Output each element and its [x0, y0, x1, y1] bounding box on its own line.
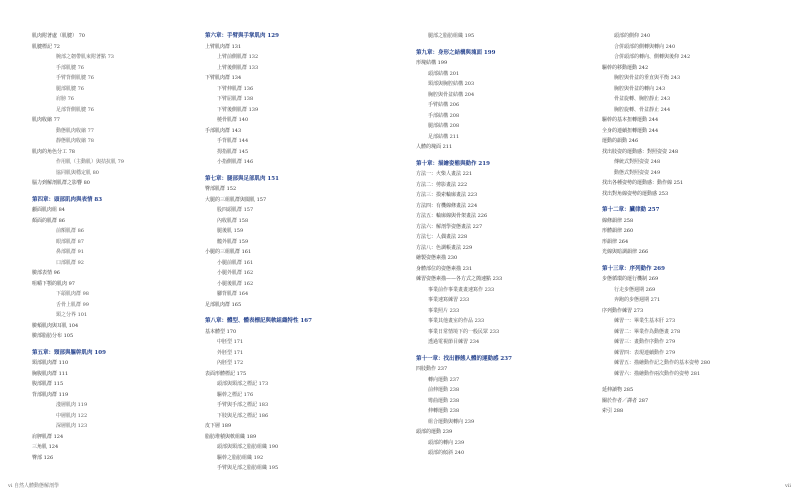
toc-entry: 手臂與手部之標記 183	[217, 402, 269, 408]
toc-entry: 大腿的三組肌群與闊肌 157	[205, 196, 267, 203]
toc-entry: 奔跑的步態週期 271	[614, 297, 661, 303]
toc-entry: 作用肌（主動肌）與拮抗肌 79	[56, 159, 124, 165]
toc-entry: 手臂與足部之脂肪組織 195	[217, 465, 279, 471]
toc-entry: 透過電視節目練習 234	[428, 339, 480, 345]
toc-entry: 腿後肌 159	[217, 228, 244, 234]
toc-entry: 腦力到解剖肌群之影響 80	[32, 180, 90, 186]
page-footer-left: vi 自然人體動態解剖學	[8, 483, 60, 489]
toc-entry: 頸部肌肉群 110	[32, 360, 69, 366]
toc-entry: 骨盆旋轉、胸腔靜止 243	[614, 96, 671, 102]
toc-entry: 頸之分界 101	[56, 312, 88, 318]
toc-entry: 全身的連續扭轉運動 244	[602, 127, 659, 134]
toc-entry: 練習六：描繪動作兩次動作的姿勢 281	[614, 370, 701, 377]
toc-entry: 小腿後肌群 162	[217, 280, 254, 287]
toc-entry: 小腿外肌群 162	[217, 270, 254, 276]
toc-entry: 顱面肌肉組 84	[32, 207, 65, 213]
toc-entry: 組合運動與轉向 239	[428, 418, 475, 425]
toc-entry: 腿部結構 208	[428, 123, 460, 129]
toc-entry: 手部結構 208	[428, 112, 460, 119]
toc-entry: 小腿的三組肌群 161	[205, 249, 252, 255]
toc-entry: 髖外肌群 159	[217, 238, 249, 245]
toc-entry: 內收肌群 158	[217, 217, 249, 224]
toc-entry: 胸腔與骨盆的轉向 243	[614, 85, 666, 92]
toc-entry: 索引 288	[602, 408, 624, 414]
page-footer-right: vii	[784, 483, 791, 489]
toc-entry: 手背肌群 144	[217, 138, 249, 144]
toc-entry: 步態循環的運行機制 269	[602, 276, 659, 282]
toc-entry: 事業前作事業畫畫速寫作 233	[428, 286, 495, 293]
toc-entry: 肌肉的角色分工 78	[32, 148, 75, 155]
toc-entry: 足部肌肉群 165	[205, 301, 242, 308]
toc-entry: 彎曲運動 238	[428, 397, 460, 404]
toc-entry: 小腿前肌群 161	[217, 259, 254, 266]
toc-entry: 小指側肌群 146	[217, 159, 254, 165]
toc-entry: 肌肉收縮 77	[32, 117, 60, 123]
toc-entry: 線條韻律 258	[602, 217, 634, 224]
toc-entry: 頸部與胸腔結構 203	[428, 81, 475, 87]
toc-entry: 形韻律 264	[602, 238, 629, 245]
toc-entry: 腕部之韌帶肌束附著點 73	[56, 54, 114, 60]
toc-entry: 舌骨上肌群 99	[56, 301, 89, 308]
toc-column-2	[205, 31, 380, 474]
toc-entry: 事業照片 233	[428, 307, 460, 314]
toc-entry: 方法七：人偶畫法 228	[416, 234, 468, 240]
toc-entry: 中層肌肉 122	[56, 412, 88, 419]
toc-entry: 驅幹之脂肪組織 192	[217, 454, 264, 461]
toc-entry: 繪製姿態素描 230	[416, 255, 458, 261]
toc-entry: 股四頭肌群 157	[217, 207, 254, 213]
toc-entry: 練習四：表現連續動作 279	[614, 349, 676, 356]
toc-entry: 頭部的轉向 239	[428, 439, 465, 446]
toc-entry: 前伸運動 238	[428, 387, 460, 393]
toc-entry: 運動的韻動 246	[602, 138, 639, 144]
toc-chapter-heading: 第十三章：序列動作 269	[602, 265, 665, 272]
toc-entry: 協同肌與穩定肌 80	[56, 169, 99, 176]
toc-entry: 找出各種姿勢的運動感：動作線 251	[602, 180, 684, 186]
toc-entry: 下臂屈肌群 138	[217, 96, 254, 102]
toc-entry: 臉頰肌肉與耳肌 104	[32, 322, 79, 329]
toc-column-4	[602, 31, 777, 417]
toc-entry: 找出對角線姿勢的運動感 253	[602, 190, 669, 197]
toc-chapter-heading: 第十二章：臟律動 257	[602, 207, 660, 213]
toc-entry: 手臂背側肌腱 76	[56, 75, 94, 81]
toc-entry: 身體部位的姿態素描 231	[416, 265, 473, 272]
toc-entry: 鼻部肌群 91	[56, 249, 84, 255]
toc-entry: 口部肌群 92	[56, 259, 84, 266]
toc-column-1	[32, 31, 207, 463]
toc-chapter-heading: 第六章：手臂與手掌肌肉 129	[205, 33, 279, 39]
toc-entry: 四肢動作 237	[416, 366, 448, 372]
toc-entry: 深層肌肉 123	[56, 423, 88, 429]
toc-entry: 頭部的運動 239	[416, 429, 453, 435]
toc-entry: 驅幹的移動運動 242	[602, 64, 649, 71]
toc-entry: 找出肢姿的運動感：對照姿姿 248	[602, 148, 679, 155]
toc-entry: 外胚型 171	[217, 349, 244, 356]
toc-entry: 三角肌 124	[32, 444, 59, 450]
toc-chapter-heading: 第十章：描繪姿態與動作 219	[416, 160, 490, 167]
toc-entry: 轉向運動 237	[428, 376, 460, 383]
toc-entry: 事業日常情境下的一般民眾 233	[428, 328, 500, 335]
toc-entry: 臀部 126	[32, 454, 54, 461]
toc-entry: 足部背側肌腱 76	[56, 106, 94, 113]
toc-entry: 肩胛肌群 124	[32, 433, 64, 440]
toc-entry: 胸腹肌肉群 111	[32, 370, 69, 377]
toc-entry: 腿部之脂肪組織 195	[428, 33, 475, 39]
toc-entry: 前額肌群 86	[56, 228, 84, 234]
toc-entry: 上臂肌肉群 131	[205, 43, 242, 50]
toc-entry: 傳統式對照姿姿 248	[614, 159, 661, 165]
toc-chapter-heading: 第十一章：找出靜態人體的運動感 237	[416, 355, 512, 362]
toc-entry: 練習三：畫動作序動作 279	[614, 339, 676, 345]
toc-entry: 合併頭部的轉向、側轉與後仰 242	[614, 54, 691, 60]
toc-entry: 眼部肌群 87	[56, 238, 84, 245]
toc-entry: 足部結構 211	[428, 133, 460, 140]
toc-entry: 下肢與足部之標記 186	[217, 412, 269, 419]
toc-entry: 下臂伸肌群 136	[217, 85, 254, 92]
toc-entry: 驅幹的基本扭轉運動 244	[602, 117, 659, 123]
toc-entry: 方法三：摸索輪廓畫法 223	[416, 192, 478, 198]
toc-entry: 驅幹之標記 176	[217, 391, 254, 398]
toc-entry: 背部肌肉群 119	[32, 391, 69, 398]
toc-chapter-heading: 第四章：頭部肌肉與表情 83	[32, 196, 103, 203]
toc-entry: 上臂前側肌群 132	[217, 54, 259, 60]
toc-entry: 肌腱標記 72	[32, 43, 60, 50]
toc-entry: 腹部肌群 115	[32, 381, 64, 387]
toc-entry: 內胚型 172	[217, 360, 244, 366]
toc-entry: 練習五：描繪動作記之動作的基本姿勢 280	[614, 360, 711, 366]
toc-entry: 頭部與頸部之標記 173	[217, 381, 269, 387]
toc-entry: 手部肌肉群 143	[205, 127, 242, 134]
toc-entry: 人體的塊面 211	[416, 144, 453, 150]
toc-entry: 序列動作練習 273	[602, 307, 644, 314]
toc-entry: 頭部與頸部之脂肪組織 190	[217, 444, 279, 450]
toc-entry: 方法五：輪廓線與骨架畫法 226	[416, 213, 488, 219]
toc-entry: 方法一：火柴人畫法 221	[416, 171, 473, 177]
toc-entry: 脂肪堆積與軟組織 189	[205, 433, 257, 440]
toc-entry: 淺層肌肉 119	[56, 402, 88, 408]
toc-entry: 合併頭部的側轉與轉向 240	[614, 43, 676, 50]
toc-entry: 下臂後側肌群 139	[217, 106, 259, 113]
toc-entry: 中胚型 171	[217, 339, 244, 345]
toc-entry: 臉部表情 96	[32, 270, 60, 276]
toc-entry: 表面形體標記 175	[205, 370, 247, 377]
toc-entry: 行走步態週期 269	[614, 286, 656, 293]
toc-entry: 練習二：畢業作為動態畫 278	[614, 328, 681, 335]
toc-entry: 上臂後側肌群 133	[217, 64, 259, 71]
toc-entry: 形塊結構 199	[416, 60, 448, 66]
toc-entry: 方法六：解剖學姿態畫法 227	[416, 223, 483, 230]
toc-entry: 方法二：剪影畫法 222	[416, 181, 468, 188]
toc-entry: 咀嚼下顎的肌肉 97	[32, 280, 75, 287]
toc-entry: 胸腔與骨盆結構 204	[428, 91, 475, 98]
toc-entry: 靜態肌肉收縮 78	[56, 138, 94, 144]
toc-chapter-heading: 第八章：體型、體表標記與軟組織特性 167	[205, 318, 312, 324]
toc-entry: 下頜肌肉群 98	[56, 291, 89, 297]
toc-column-3	[416, 31, 591, 459]
toc-entry: 動態式對照姿姿 249	[614, 169, 661, 176]
toc-entry: 拇指肌群 145	[217, 148, 249, 155]
toc-entry: 事業其他畫室的作品 233	[428, 318, 485, 324]
toc-entry: 事業速寫練習 233	[428, 297, 470, 303]
toc-entry: 光線與暗調韻律 266	[602, 249, 649, 255]
toc-entry: 下臂肌肉群 134	[205, 75, 242, 81]
toc-entry: 臉部脂肪分布 105	[32, 333, 74, 339]
toc-entry: 肩膀 76	[56, 96, 74, 102]
toc-entry: 腳背肌群 164	[217, 291, 249, 297]
toc-entry: 腿部肌腱 76	[56, 85, 84, 92]
toc-entry: 手部肌腱 76	[56, 64, 84, 71]
toc-entry: 形體韻律 260	[602, 228, 634, 234]
toc-entry: 方法八：色調帳畫法 229	[416, 244, 473, 251]
toc-entry: 方法四：有機線條畫法 224	[416, 202, 478, 209]
toc-entry: 伸轉運動 238	[428, 408, 460, 414]
toc-entry: 胸腔旋轉、骨盆靜止 244	[614, 106, 671, 113]
toc-entry: 頭部的側仰 240	[614, 33, 651, 39]
toc-entry: 練習姿態素描——各方式之簡速點 233	[416, 276, 503, 282]
toc-entry: 延伸讀物 285	[602, 387, 634, 393]
toc-entry: 手臂結構 206	[428, 102, 460, 108]
toc-entry: 頭部的傾斜 240	[428, 450, 465, 456]
toc-chapter-heading: 第五章：頸部與軀幹肌肉 109	[32, 349, 106, 356]
toc-entry: 基本體型 170	[205, 328, 237, 335]
toc-chapter-heading: 第七章：腿部與足部肌肉 151	[205, 175, 279, 182]
toc-entry: 胸腔與骨盆的垂直與平衡 243	[614, 75, 681, 81]
toc-entry: 動態肌肉收縮 77	[56, 127, 94, 134]
toc-entry: 練習一：畢業生基本肝 273	[614, 318, 676, 324]
toc-entry: 臀部肌群 152	[205, 186, 237, 192]
toc-entry: 顏面的肌群 86	[32, 217, 65, 224]
toc-entry: 肌肉附著處（肌腱） 70	[32, 33, 85, 39]
toc-entry: 橈骨肌群 140	[217, 117, 249, 123]
toc-entry: 頭部結構 201	[428, 70, 460, 77]
toc-entry: 皮下層 189	[205, 423, 232, 429]
toc-chapter-heading: 第九章：身形之結構與塊面 199	[416, 49, 496, 56]
toc-entry: 關於作者／譯者 287	[602, 397, 649, 404]
